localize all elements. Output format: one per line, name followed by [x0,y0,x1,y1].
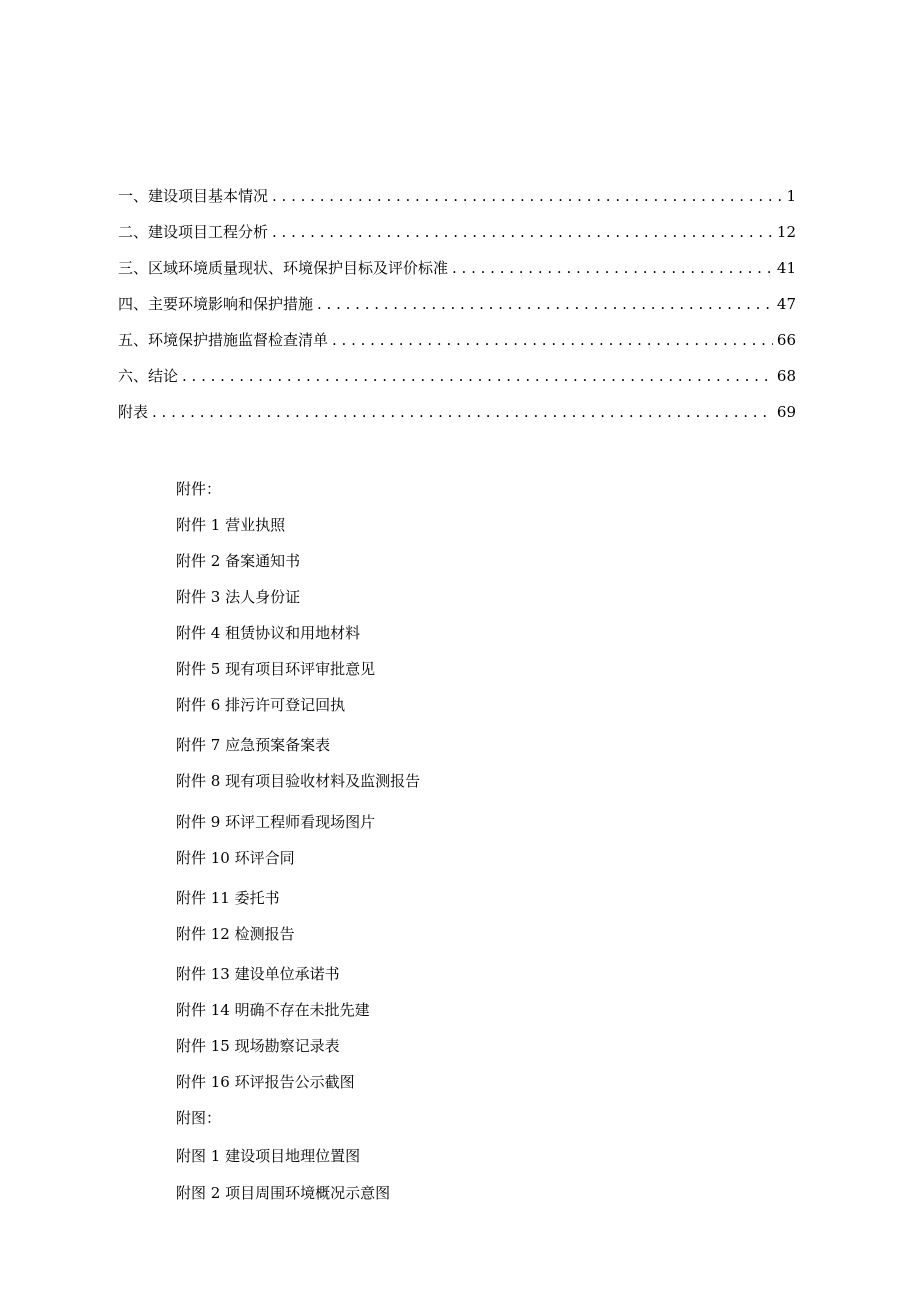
toc-entry-page: 41 [776,259,796,277]
toc-entry-label: 六、结论 [118,367,179,385]
toc-entry-label: 二、建设项目工程分析 [118,223,269,241]
attachment-item: 附件 4 租赁协议和用地材料 [176,624,361,642]
toc-entry[interactable] [118,330,796,366]
toc-entry[interactable] [118,258,796,294]
attachment-item: 附件 5 现有项目环评审批意见 [176,660,376,678]
toc-entry[interactable] [118,366,796,402]
toc-leader-dots [182,366,773,386]
figure-item: 附图 1 建设项目地理位置图 [176,1147,361,1165]
attachment-item: 附件 1 营业执照 [176,516,286,534]
toc-entry-page: 69 [776,403,796,421]
toc-leader-dots [152,402,773,422]
figures-heading: 附图： [176,1109,222,1127]
toc-entry[interactable] [118,222,796,258]
toc-entry-label: 三、区域环境质量现状、环境保护目标及评价标准 [118,259,449,277]
attachment-item: 附件 6 排污许可登记回执 [176,696,346,714]
figure-item: 附图 2 项目周围环境概况示意图 [176,1184,391,1202]
attachment-item: 附件 8 现有项目验收材料及监测报告 [176,772,421,790]
toc-leader-dots [272,186,782,206]
attachment-item: 附件 7 应急预案备案表 [176,736,331,754]
toc-entry-page: 47 [776,295,796,313]
toc-leader-dots [317,294,773,314]
toc-entry-label: 一、建设项目基本情况 [118,187,269,205]
toc-entry[interactable] [118,186,796,222]
attachment-item: 附件 13 建设单位承诺书 [176,965,340,983]
attachment-item: 附件 10 环评合同 [176,849,295,867]
toc-entry-page: 1 [786,187,796,205]
table-of-contents [118,186,796,438]
toc-entry[interactable] [118,294,796,330]
attachment-item: 附件 16 环评报告公示截图 [176,1073,355,1091]
attachment-item: 附件 9 环评工程师看现场图片 [176,813,376,831]
toc-leader-dots [332,330,773,350]
toc-entry-label: 四、主要环境影响和保护措施 [118,295,314,313]
toc-entry-page: 66 [776,331,796,349]
toc-entry-label: 附表 [118,403,149,421]
toc-entry-label: 五、环境保护措施监督检查清单 [118,331,329,349]
attachment-item: 附件 14 明确不存在未批先建 [176,1001,370,1019]
toc-entry[interactable] [118,402,796,438]
attachment-item: 附件 2 备案通知书 [176,552,301,570]
toc-entry-page: 12 [776,223,796,241]
toc-leader-dots [452,258,773,278]
attachment-item: 附件 12 检测报告 [176,925,295,943]
attachment-item: 附件 11 委托书 [176,889,280,907]
toc-entry-page: 68 [776,367,796,385]
toc-leader-dots [272,222,773,242]
attachment-item: 附件 15 现场勘察记录表 [176,1037,340,1055]
attachments-heading: 附件： [176,480,222,498]
attachment-item: 附件 3 法人身份证 [176,588,301,606]
